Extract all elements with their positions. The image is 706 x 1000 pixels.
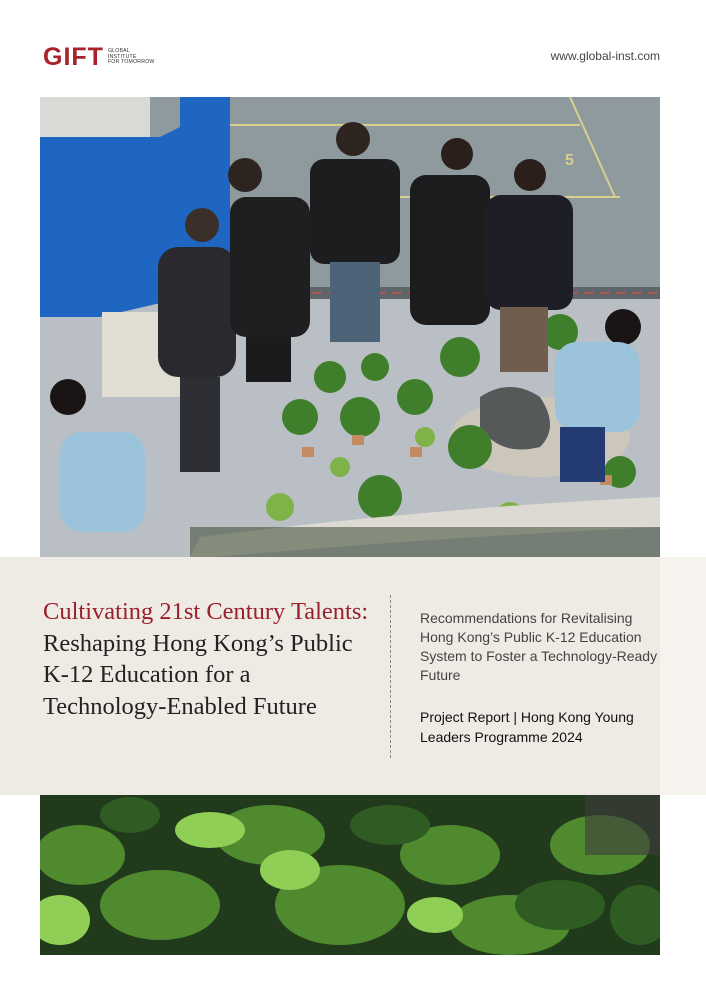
report-subtitle: Recommendations for Revitalising Hong Kong’s Public K-12 Education System to Foster a Technology-Ready Future — [420, 610, 658, 683]
court-number: 5 — [565, 152, 574, 169]
website-url[interactable]: www.global-inst.com — [550, 49, 660, 63]
green-foliage-photo — [40, 795, 660, 955]
logo-wordmark: GIFT — [43, 43, 104, 71]
title-band-edge — [660, 557, 706, 795]
logo-sub-line-2: INSTITUTE — [107, 53, 137, 60]
logo-sub-line-3: FOR TOMORROW — [107, 59, 155, 66]
gift-logo — [43, 45, 155, 70]
title-accent: Cultivating 21st Century Talents: — [43, 598, 369, 625]
school-garden-photo — [40, 97, 660, 557]
report-programme-label: Project Report | Hong Kong Young Leaders Programme 2024 — [420, 709, 634, 745]
report-title — [43, 596, 373, 722]
cover-photo-bottom — [40, 795, 660, 955]
logo-subtext — [108, 49, 155, 66]
title-divider — [390, 595, 391, 758]
cover-photo-top — [40, 97, 660, 557]
logo-sub-line-1: GLOBAL — [107, 48, 130, 55]
title-rest: Reshaping Hong Kong’s Public K-12 Education for a Technology-Enabled Future — [43, 629, 353, 720]
